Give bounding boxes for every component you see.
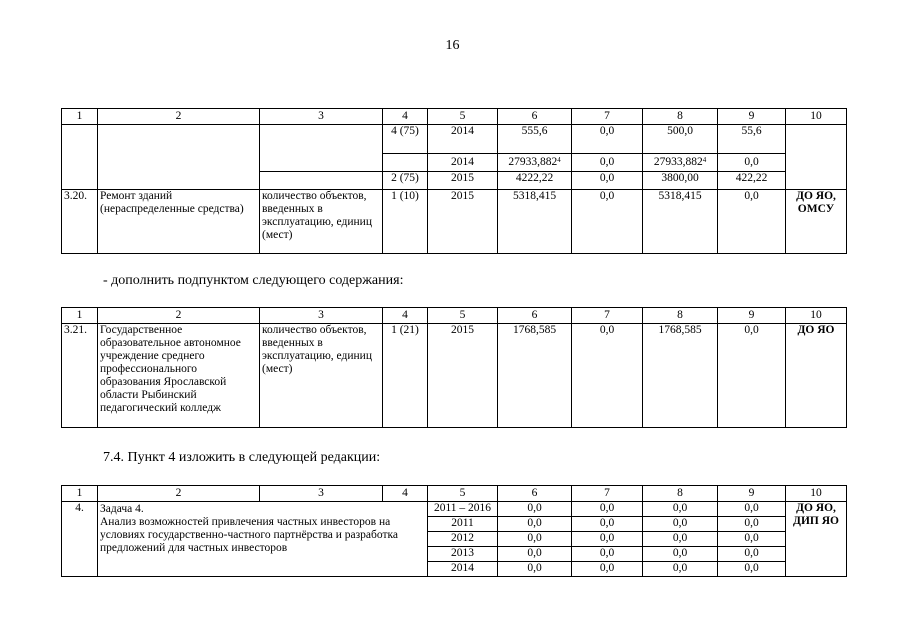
col-header: 3 [260, 486, 383, 502]
table-2 [61, 307, 847, 428]
row-number: 3.21. [62, 324, 98, 428]
table-cell: 0,0 [572, 517, 643, 532]
col-header: 7 [572, 308, 643, 324]
year-cell: 2014 [428, 562, 498, 577]
table-3 [61, 485, 847, 577]
table-cell: 1768,585 [498, 324, 572, 428]
table-cell: 0,0 [643, 502, 718, 517]
task-cell [98, 502, 428, 577]
table-cell: 0,0 [498, 517, 572, 532]
table-cell: 0,0 [572, 154, 643, 172]
table-cell: 0,0 [718, 547, 786, 562]
empty-cell [786, 125, 847, 190]
task-title: Задача 4. [100, 503, 144, 515]
table-cell: 0,0 [643, 532, 718, 547]
task-text: Анализ возможностей привлечения частных инвесторов на условиях государственно-частного партнёрства и разработка предложений для частных инвесторов [100, 516, 399, 554]
col-header: 6 [498, 308, 572, 324]
col-header: 6 [498, 486, 572, 502]
row-number: 3.20. [62, 190, 98, 254]
table-cell: 0,0 [572, 532, 643, 547]
table-cell: 0,0 [572, 562, 643, 577]
table-cell: 0,0 [718, 154, 786, 172]
table-cell: 27933,882$^4$ [643, 154, 718, 172]
table-cell: 2015 [428, 324, 498, 428]
col-header: 5 [428, 109, 498, 125]
table-cell: 0,0 [718, 562, 786, 577]
year-cell: 2012 [428, 532, 498, 547]
table-cell: 0,0 [643, 547, 718, 562]
table-cell: 422,22 [718, 172, 786, 190]
table-cell: 4222,22 [498, 172, 572, 190]
table-row [62, 502, 847, 517]
table-cell: 2014 [428, 125, 498, 154]
table-1 [61, 108, 847, 254]
table-cell: 5318,415 [643, 190, 718, 254]
executor: ДО ЯО, ОМСУ [786, 190, 847, 254]
col-header: 4 [383, 109, 428, 125]
empty-cell [98, 125, 260, 190]
executor: ДО ЯО, ДИП ЯО [786, 502, 847, 577]
col-header: 2 [98, 109, 260, 125]
table-cell: 0,0 [498, 502, 572, 517]
col-header: 8 [643, 109, 718, 125]
table-cell: 1 (21) [383, 324, 428, 428]
col-header: 5 [428, 486, 498, 502]
col-header: 6 [498, 109, 572, 125]
table-cell: 2015 [428, 172, 498, 190]
table-cell: 0,0 [498, 532, 572, 547]
table-cell: 55,6 [718, 125, 786, 154]
indicator: количество объектов, введенных в эксплуатацию, единиц (мест) [260, 324, 383, 428]
empty-cell [62, 125, 98, 190]
row-number: 4. [62, 502, 98, 577]
table-cell: 0,0 [572, 324, 643, 428]
table-cell: 0,0 [572, 172, 643, 190]
col-header: 2 [98, 486, 260, 502]
header-row [62, 486, 847, 502]
col-header: 1 [62, 486, 98, 502]
empty-cell [260, 172, 383, 190]
col-header: 1 [62, 308, 98, 324]
col-header: 3 [260, 308, 383, 324]
table-cell: 4 (75) [383, 125, 428, 154]
col-header: 10 [786, 486, 847, 502]
col-header: 7 [572, 486, 643, 502]
col-header: 4 [383, 308, 428, 324]
col-header: 9 [718, 109, 786, 125]
col-header: 7 [572, 109, 643, 125]
table-cell: 3800,00 [643, 172, 718, 190]
paragraph-add: - дополнить подпунктом следующего содержания: [103, 273, 404, 288]
col-header: 2 [98, 308, 260, 324]
measure-name: Государственное образовательное автономное учреждение среднего профессионального образования Ярославской области Рыбинский педагогический колледж [98, 324, 260, 428]
table-cell: 0,0 [718, 190, 786, 254]
col-header: 3 [260, 109, 383, 125]
header-row [62, 109, 847, 125]
table-cell: 2015 [428, 190, 498, 254]
table-cell: 0,0 [718, 517, 786, 532]
col-header: 9 [718, 486, 786, 502]
col-header: 8 [643, 486, 718, 502]
table-cell: 0,0 [498, 562, 572, 577]
table-cell [383, 154, 428, 172]
table-cell: 500,0 [643, 125, 718, 154]
table-cell: 0,0 [572, 502, 643, 517]
col-header: 9 [718, 308, 786, 324]
table-cell: 0,0 [572, 547, 643, 562]
table-cell: 2014 [428, 154, 498, 172]
table-cell: 27933,882$^4$ [498, 154, 572, 172]
header-row [62, 308, 847, 324]
table-row [62, 190, 847, 254]
year-cell: 2011 – 2016 [428, 502, 498, 517]
year-cell: 2011 [428, 517, 498, 532]
col-header: 10 [786, 308, 847, 324]
col-header: 4 [383, 486, 428, 502]
col-header: 5 [428, 308, 498, 324]
table-row [62, 125, 847, 154]
col-header: 10 [786, 109, 847, 125]
executor: ДО ЯО [786, 324, 847, 428]
table-cell: 0,0 [498, 547, 572, 562]
table-cell: 555,6 [498, 125, 572, 154]
table-cell: 0,0 [718, 532, 786, 547]
table-cell: 0,0 [643, 517, 718, 532]
table-cell: 0,0 [718, 502, 786, 517]
table-cell: 5318,415 [498, 190, 572, 254]
paragraph-edit: 7.4. Пункт 4 изложить в следующей редакции: [103, 450, 381, 465]
table-cell: 1 (10) [383, 190, 428, 254]
col-header: 1 [62, 109, 98, 125]
indicator: количество объектов, введенных в эксплуатацию, единиц (мест) [260, 190, 383, 254]
page-number: 16 [445, 38, 460, 53]
table-row [62, 324, 847, 428]
col-header: 8 [643, 308, 718, 324]
table-cell: 2 (75) [383, 172, 428, 190]
year-cell: 2013 [428, 547, 498, 562]
table-cell: 0,0 [643, 562, 718, 577]
table-cell: 0,0 [572, 190, 643, 254]
table-cell: 1768,585 [643, 324, 718, 428]
empty-cell [260, 125, 383, 172]
table-cell: 0,0 [572, 125, 643, 154]
table-cell: 0,0 [718, 324, 786, 428]
measure-name: Ремонт зданий (нераспределенные средства) [98, 190, 260, 254]
